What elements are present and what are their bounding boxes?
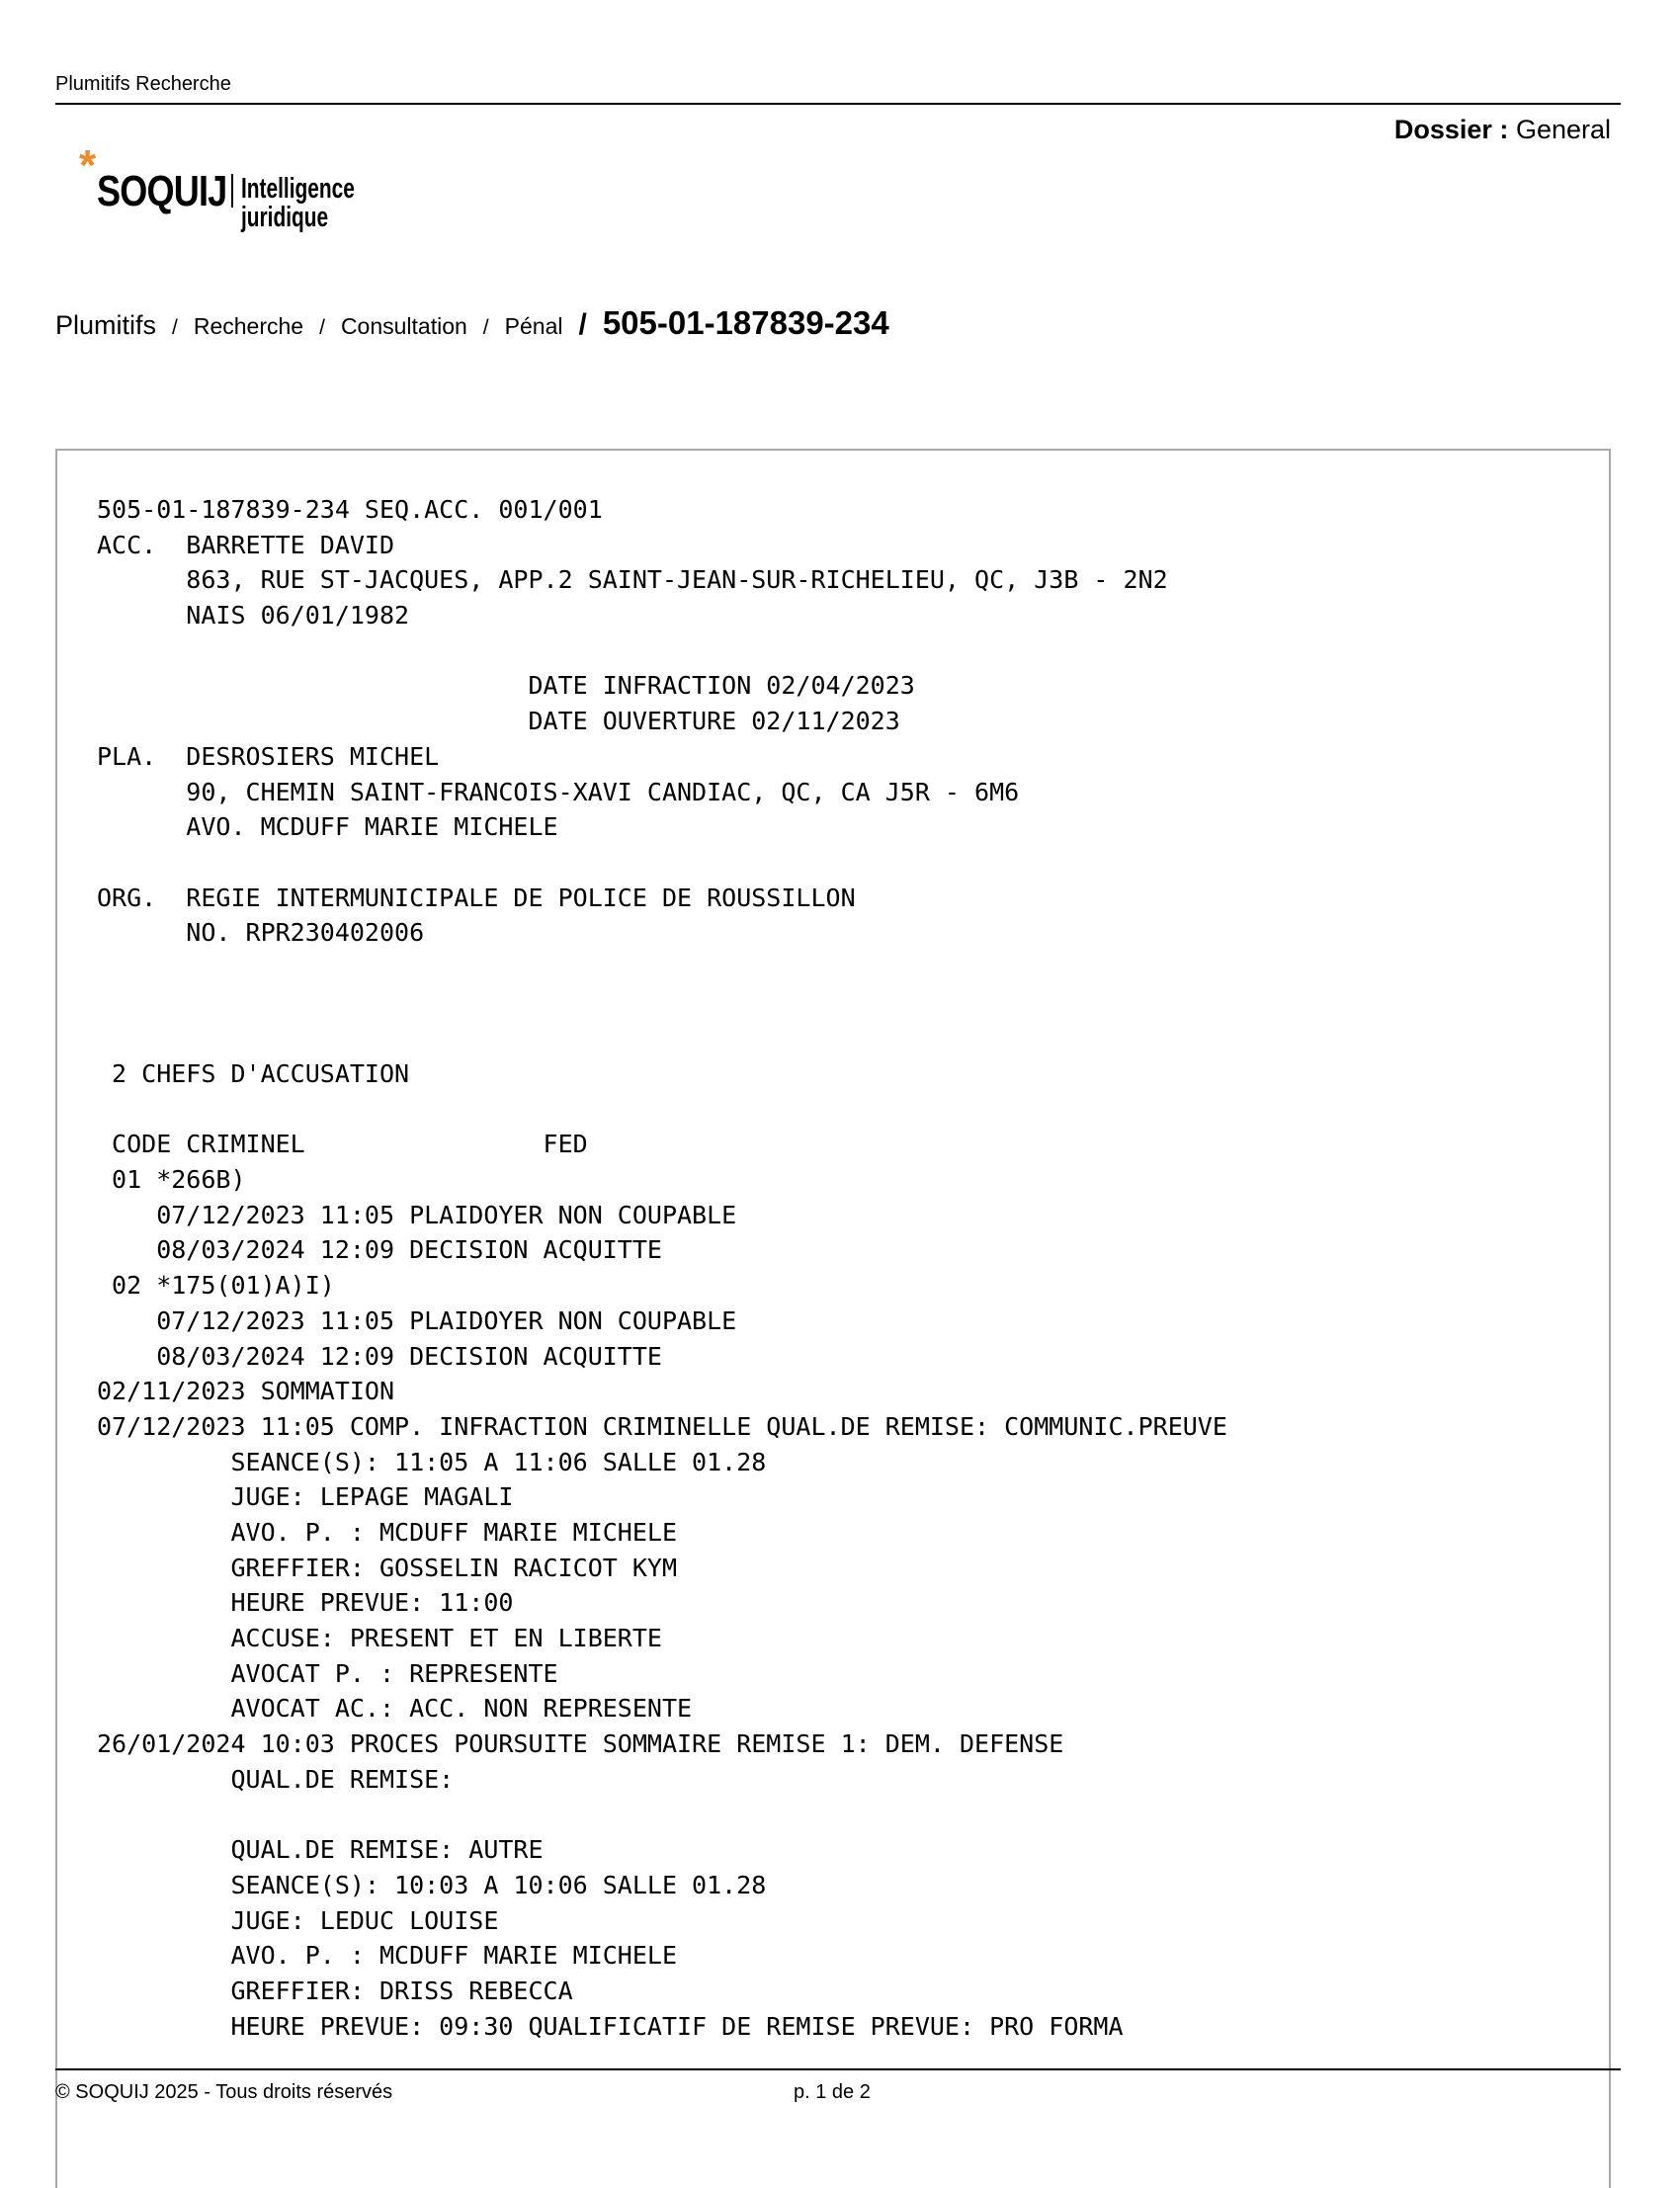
record-line: GREFFIER: DRISS REBECCA	[97, 1976, 573, 2005]
record-line: GREFFIER: GOSSELIN RACICOT KYM	[97, 1553, 677, 1582]
logo-brand: SOQUIJ	[97, 167, 227, 215]
record-line: DATE INFRACTION 02/04/2023	[97, 671, 915, 701]
record-line: ACC. BARRETTE DAVID	[97, 530, 395, 559]
record-line: 02/11/2023 SOMMATION	[97, 1377, 395, 1406]
record-line: 01 *266B)	[97, 1165, 246, 1195]
breadcrumb-separator: /	[578, 308, 587, 341]
record-line	[97, 633, 1227, 669]
breadcrumb-recherche[interactable]: Recherche	[193, 313, 304, 339]
record-line: HEURE PREVUE: 09:30 QUALIFICATIF DE REMISE PREVUE: PRO FORMA	[97, 2011, 1124, 2041]
record-line: ORG. REGIE INTERMUNICIPALE DE POLICE DE ROUSSILLON	[97, 883, 856, 912]
record-panel	[55, 449, 1611, 2188]
record-line	[97, 1021, 1227, 1056]
record-line	[97, 986, 1227, 1022]
breadcrumb-separator: /	[172, 316, 178, 339]
dossier-value: General	[1515, 115, 1611, 144]
record-line: SEANCE(S): 11:05 A 11:06 SALLE 01.28	[97, 1447, 767, 1476]
footer-copyright: © SOQUIJ 2025 - Tous droits réservés	[55, 2081, 393, 2103]
record-line	[97, 1797, 1227, 1832]
record-line: 07/12/2023 11:05 PLAIDOYER NON COUPABLE	[97, 1305, 737, 1335]
record-line: 90, CHEMIN SAINT-FRANCOIS-XAVI CANDIAC, QC, CA J5R - 6M6	[97, 777, 1020, 806]
soquij-logo	[79, 141, 494, 233]
dossier-label: Dossier :	[1393, 115, 1509, 144]
record-line	[97, 1092, 1227, 1128]
header-divider	[55, 103, 1621, 105]
record-line: 08/03/2024 12:09 DECISION ACQUITTE	[97, 1235, 662, 1265]
record-line: 07/12/2023 11:05 PLAIDOYER NON COUPABLE	[97, 1200, 737, 1229]
record-line: CODE CRIMINEL FED	[97, 1130, 588, 1159]
breadcrumb-separator: /	[482, 316, 489, 339]
record-line: 08/03/2024 12:09 DECISION ACQUITTE	[97, 1341, 662, 1371]
record-line: NAIS 06/01/1982	[97, 601, 410, 631]
record-line: AVO. MCDUFF MARIE MICHELE	[97, 812, 558, 842]
footer-divider	[55, 2068, 1621, 2070]
record-line: AVOCAT AC.: ACC. NON REPRESENTE	[97, 1694, 693, 1724]
dossier-indicator	[1394, 115, 1611, 145]
breadcrumb-consultation[interactable]: Consultation	[340, 313, 467, 339]
breadcrumb	[55, 304, 889, 342]
logo-tagline: Intelligence juridique	[241, 173, 355, 233]
breadcrumb-separator: /	[319, 316, 325, 339]
record-line: 2 CHEFS D'ACCUSATION	[97, 1059, 410, 1088]
record-line: NO. RPR230402006	[97, 918, 425, 948]
record-line: QUAL.DE REMISE: AUTRE	[97, 1835, 544, 1865]
record-line: JUGE: LEPAGE MAGALI	[97, 1482, 514, 1512]
record-line	[97, 845, 1227, 881]
record-text	[97, 492, 1227, 2044]
breadcrumb-current-file: 505-01-187839-234	[602, 304, 889, 341]
footer-page-number: p. 1 de 2	[794, 2081, 871, 2103]
record-line: HEURE PREVUE: 11:00	[97, 1588, 514, 1618]
record-line: QUAL.DE REMISE:	[97, 1764, 455, 1794]
record-line: 02 *175(01)A)I)	[97, 1271, 335, 1301]
record-line: SEANCE(S): 10:03 A 10:06 SALLE 01.28	[97, 1870, 767, 1899]
record-line: 863, RUE ST-JACQUES, APP.2 SAINT-JEAN-SUR-RICHELIEU, QC, J3B - 2N2	[97, 565, 1168, 595]
logo-star-icon: *	[79, 141, 97, 190]
breadcrumb-penal[interactable]: Pénal	[504, 313, 563, 339]
record-line: 07/12/2023 11:05 COMP. INFRACTION CRIMINELLE QUAL.DE REMISE: COMMUNIC.PREUVE	[97, 1411, 1227, 1441]
record-line: 505-01-187839-234 SEQ.ACC. 001/001	[97, 495, 603, 524]
record-line: AVOCAT P. : REPRESENTE	[97, 1658, 558, 1688]
record-line: ACCUSE: PRESENT ET EN LIBERTE	[97, 1624, 662, 1652]
app-title: Plumitifs Recherche	[55, 73, 231, 95]
record-line	[97, 951, 1227, 986]
breadcrumb-plumitifs[interactable]: Plumitifs	[55, 310, 157, 340]
record-line: 26/01/2024 10:03 PROCES POURSUITE SOMMAIRE REMISE 1: DEM. DEFENSE	[97, 1729, 1064, 1759]
record-line: PLA. DESROSIERS MICHEL	[97, 741, 440, 771]
logo-separator	[231, 174, 233, 208]
record-line: AVO. P. : MCDUFF MARIE MICHELE	[97, 1941, 677, 1971]
record-line: JUGE: LEDUC LOUISE	[97, 1905, 499, 1935]
record-line: AVO. P. : MCDUFF MARIE MICHELE	[97, 1517, 677, 1547]
record-line: DATE OUVERTURE 02/11/2023	[97, 707, 900, 736]
